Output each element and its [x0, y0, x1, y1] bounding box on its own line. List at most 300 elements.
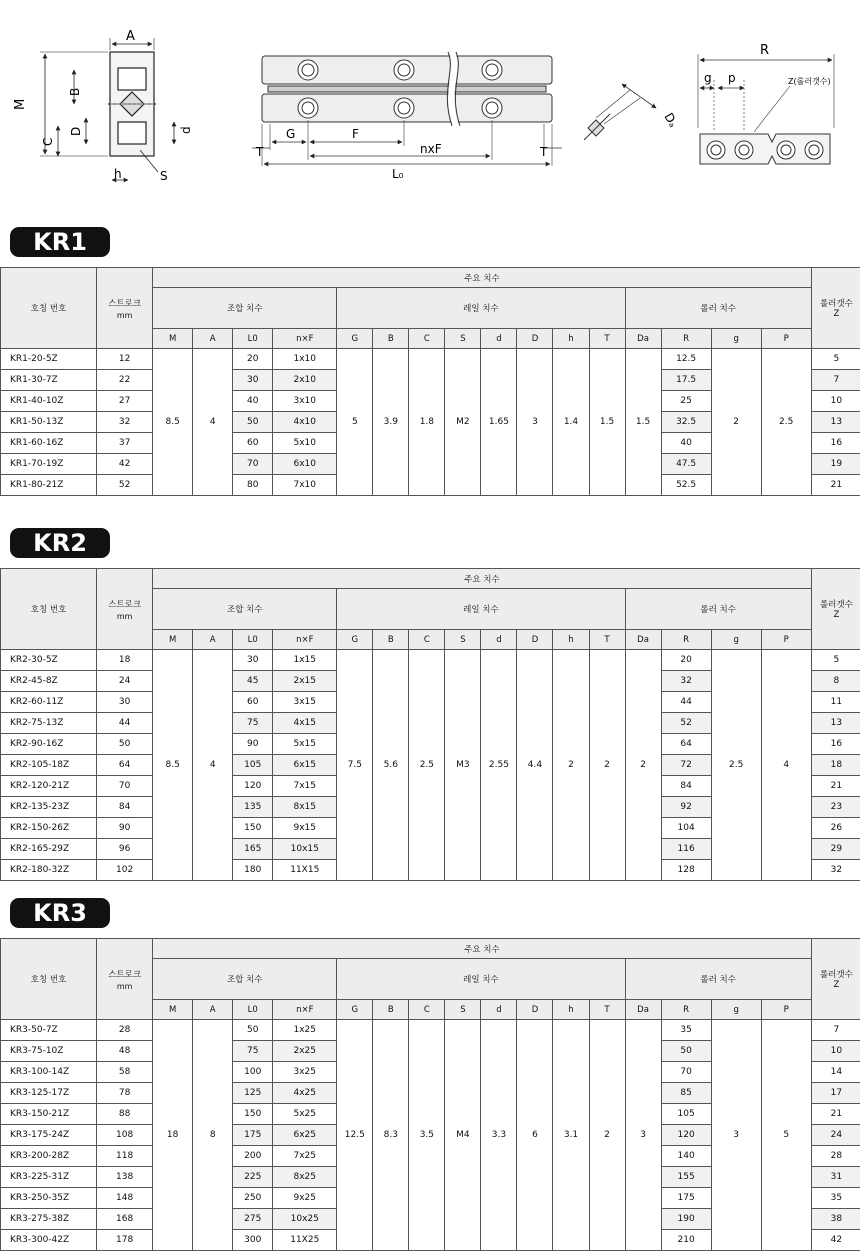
cell-l0: 150 [233, 1104, 273, 1125]
side-view-drawing [252, 52, 562, 166]
cell-da: 2 [625, 650, 661, 881]
cell-z: 21 [811, 776, 860, 797]
header-col: g [711, 1000, 761, 1020]
label-A: A [126, 29, 135, 44]
header-roller-count-z: Z [812, 309, 860, 319]
header-roller-count [811, 569, 860, 650]
cell-l0: 90 [233, 734, 273, 755]
label-h: h [114, 167, 122, 181]
cell-m: 8.5 [153, 650, 193, 881]
header-col: T [589, 329, 625, 349]
cell-s: M3 [445, 650, 481, 881]
cell-z: 28 [811, 1146, 860, 1167]
cell-z: 5 [811, 650, 860, 671]
cell-r: 32.5 [661, 412, 711, 433]
cell-nxf: 7x25 [273, 1146, 337, 1167]
cell-nxf: 3x10 [273, 391, 337, 412]
cell-z: 29 [811, 839, 860, 860]
cell-stroke: 12 [97, 349, 153, 370]
header-main-dimensions: 주요 치수 [153, 268, 812, 288]
roller-cage-drawing [698, 54, 834, 164]
cell-s: M4 [445, 1020, 481, 1251]
cell-nxf: 8x15 [273, 797, 337, 818]
header-col: G [337, 329, 373, 349]
cell-c: 2.5 [409, 650, 445, 881]
cell-stroke: 42 [97, 454, 153, 475]
table-row [1, 349, 860, 370]
cell-model: KR3-225-31Z [1, 1167, 97, 1188]
cell-nxf: 2x25 [273, 1041, 337, 1062]
cell-z: 19 [811, 454, 860, 475]
cell-l0: 200 [233, 1146, 273, 1167]
cell-r: 85 [661, 1083, 711, 1104]
label-F: F [352, 127, 359, 141]
header-col: T [589, 630, 625, 650]
header-col: R [661, 1000, 711, 1020]
cell-r: 72 [661, 755, 711, 776]
spec-table-kr1 [0, 267, 860, 496]
header-col: S [445, 630, 481, 650]
label-Z: Z(롤러갯수) [788, 76, 831, 86]
header-roller: 롤러 치수 [625, 288, 811, 329]
cell-r: 64 [661, 734, 711, 755]
header-col: h [553, 329, 589, 349]
cell-l0: 50 [233, 1020, 273, 1041]
section-badge-kr3: KR3 [10, 898, 110, 928]
cell-b: 5.6 [373, 650, 409, 881]
cell-model: KR1-30-7Z [1, 370, 97, 391]
header-col: M [153, 329, 193, 349]
header-col: L0 [233, 1000, 273, 1020]
header-stroke-label: 스트로크 [108, 970, 141, 980]
header-stroke [97, 569, 153, 650]
header-rail: 레일 치수 [337, 589, 625, 630]
header-stroke-unit: mm [97, 612, 152, 621]
header-col: A [193, 630, 233, 650]
section-badge-kr1: KR1 [10, 227, 110, 257]
cell-z: 21 [811, 1104, 860, 1125]
header-col: G [337, 1000, 373, 1020]
header-stroke [97, 939, 153, 1020]
cell-z: 23 [811, 797, 860, 818]
cell-d: 4.4 [517, 650, 553, 881]
label-B: B [68, 88, 82, 96]
cell-l0: 60 [233, 433, 273, 454]
cell-l0: 70 [233, 454, 273, 475]
header-col: g [711, 329, 761, 349]
header-col: d [481, 630, 517, 650]
header-model: 호칭 번호 [1, 569, 97, 650]
cell-r: 155 [661, 1167, 711, 1188]
cell-stroke: 78 [97, 1083, 153, 1104]
cell-b: 8.3 [373, 1020, 409, 1251]
cell-l0: 180 [233, 860, 273, 881]
cell-model: KR2-165-29Z [1, 839, 97, 860]
cell-r: 12.5 [661, 349, 711, 370]
cell-r: 92 [661, 797, 711, 818]
cell-a: 8 [193, 1020, 233, 1251]
cell-l0: 300 [233, 1230, 273, 1251]
header-col: n×F [273, 630, 337, 650]
cell-model: KR2-30-5Z [1, 650, 97, 671]
header-col: L0 [233, 329, 273, 349]
roller-detail-drawing [584, 84, 656, 140]
label-g: g [704, 71, 712, 85]
header-col: n×F [273, 329, 337, 349]
cell-stroke: 30 [97, 692, 153, 713]
header-main-dimensions: 주요 치수 [153, 939, 812, 959]
cell-stroke: 96 [97, 839, 153, 860]
cell-stroke: 138 [97, 1167, 153, 1188]
header-col: Da [625, 329, 661, 349]
cell-r: 120 [661, 1125, 711, 1146]
cell-t: 2 [589, 650, 625, 881]
cell-z: 13 [811, 412, 860, 433]
header-col: Da [625, 630, 661, 650]
cell-r: 210 [661, 1230, 711, 1251]
cell-model: KR3-175-24Z [1, 1125, 97, 1146]
header-assembly: 조합 치수 [153, 288, 337, 329]
cell-model: KR2-60-11Z [1, 692, 97, 713]
cell-nxf: 4x15 [273, 713, 337, 734]
cell-l0: 105 [233, 755, 273, 776]
cell-l0: 75 [233, 713, 273, 734]
cell-nxf: 9x15 [273, 818, 337, 839]
spec-table-kr3 [0, 938, 860, 1251]
cell-g: 5 [337, 349, 373, 496]
cell-stroke: 27 [97, 391, 153, 412]
cell-stroke: 88 [97, 1104, 153, 1125]
cell-nxf: 11X15 [273, 860, 337, 881]
cell-l0: 50 [233, 412, 273, 433]
label-p: p [728, 71, 736, 85]
cell-z: 21 [811, 475, 860, 496]
cell-stroke: 22 [97, 370, 153, 391]
cell-g: 2.5 [711, 650, 761, 881]
cell-da: 3 [625, 1020, 661, 1251]
table-row [1, 1020, 860, 1041]
dimension-drawings [0, 0, 860, 200]
cell-nxf: 2x10 [273, 370, 337, 391]
cell-r: 175 [661, 1188, 711, 1209]
cell-stroke: 24 [97, 671, 153, 692]
cell-stroke: 58 [97, 1062, 153, 1083]
header-stroke [97, 268, 153, 349]
header-col: D [517, 630, 553, 650]
cell-l0: 45 [233, 671, 273, 692]
cell-g: 3 [711, 1020, 761, 1251]
cell-model: KR2-45-8Z [1, 671, 97, 692]
cell-r: 104 [661, 818, 711, 839]
header-roller-count [811, 939, 860, 1020]
cell-model: KR2-75-13Z [1, 713, 97, 734]
cell-z: 10 [811, 391, 860, 412]
cell-c: 1.8 [409, 349, 445, 496]
header-col: B [373, 630, 409, 650]
cell-z: 26 [811, 818, 860, 839]
header-col: P [761, 630, 811, 650]
header-col: M [153, 630, 193, 650]
header-roller-count-label: 롤러갯수 [812, 968, 860, 980]
cell-z: 35 [811, 1188, 860, 1209]
cell-nxf: 5x25 [273, 1104, 337, 1125]
cell-l0: 150 [233, 818, 273, 839]
cell-l0: 20 [233, 349, 273, 370]
cell-z: 16 [811, 433, 860, 454]
cell-nxf: 5x15 [273, 734, 337, 755]
cell-nxf: 9x25 [273, 1188, 337, 1209]
header-col: n×F [273, 1000, 337, 1020]
header-col: d [481, 329, 517, 349]
cell-model: KR3-200-28Z [1, 1146, 97, 1167]
section-badge-kr2: KR2 [10, 528, 110, 558]
cell-z: 5 [811, 349, 860, 370]
cell-r: 32 [661, 671, 711, 692]
cell-z: 16 [811, 734, 860, 755]
cell-p: 2.5 [761, 349, 811, 496]
cell-model: KR3-150-21Z [1, 1104, 97, 1125]
header-rail: 레일 치수 [337, 959, 625, 1000]
cell-z: 32 [811, 860, 860, 881]
cell-z: 11 [811, 692, 860, 713]
header-stroke-label: 스트로크 [108, 600, 141, 610]
header-stroke-label: 스트로크 [108, 299, 141, 309]
header-roller: 롤러 치수 [625, 959, 811, 1000]
cell-r: 116 [661, 839, 711, 860]
cell-stroke: 168 [97, 1209, 153, 1230]
cell-r: 128 [661, 860, 711, 881]
label-S: S [160, 169, 168, 183]
header-col: g [711, 630, 761, 650]
cell-stroke: 178 [97, 1230, 153, 1251]
cell-l0: 60 [233, 692, 273, 713]
cell-l0: 125 [233, 1083, 273, 1104]
cell-l0: 250 [233, 1188, 273, 1209]
header-col: D [517, 329, 553, 349]
cell-nxf: 10x25 [273, 1209, 337, 1230]
cell-z: 8 [811, 671, 860, 692]
cell-l0: 30 [233, 370, 273, 391]
cell-g: 7.5 [337, 650, 373, 881]
header-col: A [193, 1000, 233, 1020]
header-col: R [661, 630, 711, 650]
cell-r: 140 [661, 1146, 711, 1167]
cell-l0: 175 [233, 1125, 273, 1146]
header-col: h [553, 1000, 589, 1020]
header-roller-count-z: Z [812, 610, 860, 620]
cell-model: KR2-90-16Z [1, 734, 97, 755]
cell-stroke: 18 [97, 650, 153, 671]
cross-section-drawing [40, 38, 174, 180]
header-col: P [761, 1000, 811, 1020]
cell-h: 3.1 [553, 1020, 589, 1251]
cell-r: 50 [661, 1041, 711, 1062]
header-col: G [337, 630, 373, 650]
cell-stroke: 32 [97, 412, 153, 433]
cell-d: 2.55 [481, 650, 517, 881]
cell-stroke: 28 [97, 1020, 153, 1041]
cell-l0: 100 [233, 1062, 273, 1083]
cell-stroke: 48 [97, 1041, 153, 1062]
header-assembly: 조합 치수 [153, 959, 337, 1000]
cell-z: 17 [811, 1083, 860, 1104]
label-M: M [13, 99, 28, 110]
cell-model: KR1-50-13Z [1, 412, 97, 433]
header-roller: 롤러 치수 [625, 589, 811, 630]
label-D: D [69, 127, 83, 136]
header-col: C [409, 1000, 445, 1020]
cell-l0: 135 [233, 797, 273, 818]
cell-model: KR1-60-16Z [1, 433, 97, 454]
cell-t: 2 [589, 1020, 625, 1251]
header-roller-count-z: Z [812, 980, 860, 990]
cell-z: 10 [811, 1041, 860, 1062]
header-col: L0 [233, 630, 273, 650]
cell-stroke: 108 [97, 1125, 153, 1146]
cell-r: 70 [661, 1062, 711, 1083]
cell-nxf: 7x10 [273, 475, 337, 496]
cell-d: 3.3 [481, 1020, 517, 1251]
header-assembly: 조합 치수 [153, 589, 337, 630]
header-col: T [589, 1000, 625, 1020]
header-stroke-unit: mm [97, 311, 152, 320]
cell-a: 4 [193, 349, 233, 496]
cell-nxf: 6x10 [273, 454, 337, 475]
label-L0: L₀ [392, 167, 404, 181]
cell-h: 1.4 [553, 349, 589, 496]
header-roller-count [811, 268, 860, 349]
cell-stroke: 102 [97, 860, 153, 881]
cell-z: 31 [811, 1167, 860, 1188]
label-T-right: T [539, 145, 548, 159]
cell-nxf: 1x15 [273, 650, 337, 671]
cell-b: 3.9 [373, 349, 409, 496]
header-roller-count-label: 롤러갯수 [812, 598, 860, 610]
header-model: 호칭 번호 [1, 268, 97, 349]
header-col: d [481, 1000, 517, 1020]
cell-nxf: 1x25 [273, 1020, 337, 1041]
cell-nxf: 1x10 [273, 349, 337, 370]
cell-stroke: 37 [97, 433, 153, 454]
label-Da: Dₐ [661, 111, 680, 130]
header-col: B [373, 329, 409, 349]
cell-g: 12.5 [337, 1020, 373, 1251]
label-nxF: nxF [420, 142, 442, 156]
cell-nxf: 11X25 [273, 1230, 337, 1251]
cell-nxf: 6x15 [273, 755, 337, 776]
cell-model: KR2-135-23Z [1, 797, 97, 818]
cell-z: 7 [811, 1020, 860, 1041]
cell-h: 2 [553, 650, 589, 881]
label-R: R [760, 43, 769, 58]
cell-model: KR3-250-35Z [1, 1188, 97, 1209]
cell-model: KR1-40-10Z [1, 391, 97, 412]
label-T-left: T [255, 145, 264, 159]
cell-d: 3 [517, 349, 553, 496]
header-col: B [373, 1000, 409, 1020]
header-col: Da [625, 1000, 661, 1020]
cell-r: 52 [661, 713, 711, 734]
cell-model: KR3-300-42Z [1, 1230, 97, 1251]
cell-nxf: 3x25 [273, 1062, 337, 1083]
cell-model: KR3-275-38Z [1, 1209, 97, 1230]
table-row [1, 650, 860, 671]
cell-stroke: 70 [97, 776, 153, 797]
cell-r: 84 [661, 776, 711, 797]
cell-r: 44 [661, 692, 711, 713]
cell-r: 20 [661, 650, 711, 671]
cell-l0: 80 [233, 475, 273, 496]
cell-stroke: 64 [97, 755, 153, 776]
cell-model: KR3-100-14Z [1, 1062, 97, 1083]
header-col: P [761, 329, 811, 349]
label-G: G [286, 127, 295, 141]
cell-z: 13 [811, 713, 860, 734]
header-col: D [517, 1000, 553, 1020]
cell-nxf: 2x15 [273, 671, 337, 692]
cell-l0: 165 [233, 839, 273, 860]
cell-stroke: 50 [97, 734, 153, 755]
cell-l0: 225 [233, 1167, 273, 1188]
header-roller-count-label: 롤러갯수 [812, 297, 860, 309]
cell-model: KR2-105-18Z [1, 755, 97, 776]
cell-p: 4 [761, 650, 811, 881]
header-col: R [661, 329, 711, 349]
cell-l0: 275 [233, 1209, 273, 1230]
cell-nxf: 5x10 [273, 433, 337, 454]
header-col: S [445, 1000, 481, 1020]
header-col: S [445, 329, 481, 349]
cell-c: 3.5 [409, 1020, 445, 1251]
header-model: 호칭 번호 [1, 939, 97, 1020]
cell-model: KR2-120-21Z [1, 776, 97, 797]
cell-r: 17.5 [661, 370, 711, 391]
label-C: C [41, 138, 55, 146]
cell-nxf: 3x15 [273, 692, 337, 713]
cell-l0: 75 [233, 1041, 273, 1062]
cell-model: KR3-75-10Z [1, 1041, 97, 1062]
cell-r: 35 [661, 1020, 711, 1041]
header-col: C [409, 329, 445, 349]
cell-stroke: 52 [97, 475, 153, 496]
cell-model: KR2-150-26Z [1, 818, 97, 839]
cell-nxf: 7x15 [273, 776, 337, 797]
cell-l0: 30 [233, 650, 273, 671]
cell-model: KR2-180-32Z [1, 860, 97, 881]
label-d: d [179, 126, 193, 134]
header-stroke-unit: mm [97, 982, 152, 991]
cell-model: KR1-80-21Z [1, 475, 97, 496]
cell-t: 1.5 [589, 349, 625, 496]
cell-r: 52.5 [661, 475, 711, 496]
cell-model: KR3-125-17Z [1, 1083, 97, 1104]
cell-nxf: 6x25 [273, 1125, 337, 1146]
cell-d: 1.65 [481, 349, 517, 496]
cell-stroke: 118 [97, 1146, 153, 1167]
cell-g: 2 [711, 349, 761, 496]
cell-stroke: 44 [97, 713, 153, 734]
cell-nxf: 4x25 [273, 1083, 337, 1104]
cell-z: 14 [811, 1062, 860, 1083]
cell-z: 24 [811, 1125, 860, 1146]
cell-stroke: 90 [97, 818, 153, 839]
header-col: h [553, 630, 589, 650]
cell-r: 190 [661, 1209, 711, 1230]
cell-m: 8.5 [153, 349, 193, 496]
cell-nxf: 10x15 [273, 839, 337, 860]
cell-da: 1.5 [625, 349, 661, 496]
cell-model: KR3-50-7Z [1, 1020, 97, 1041]
